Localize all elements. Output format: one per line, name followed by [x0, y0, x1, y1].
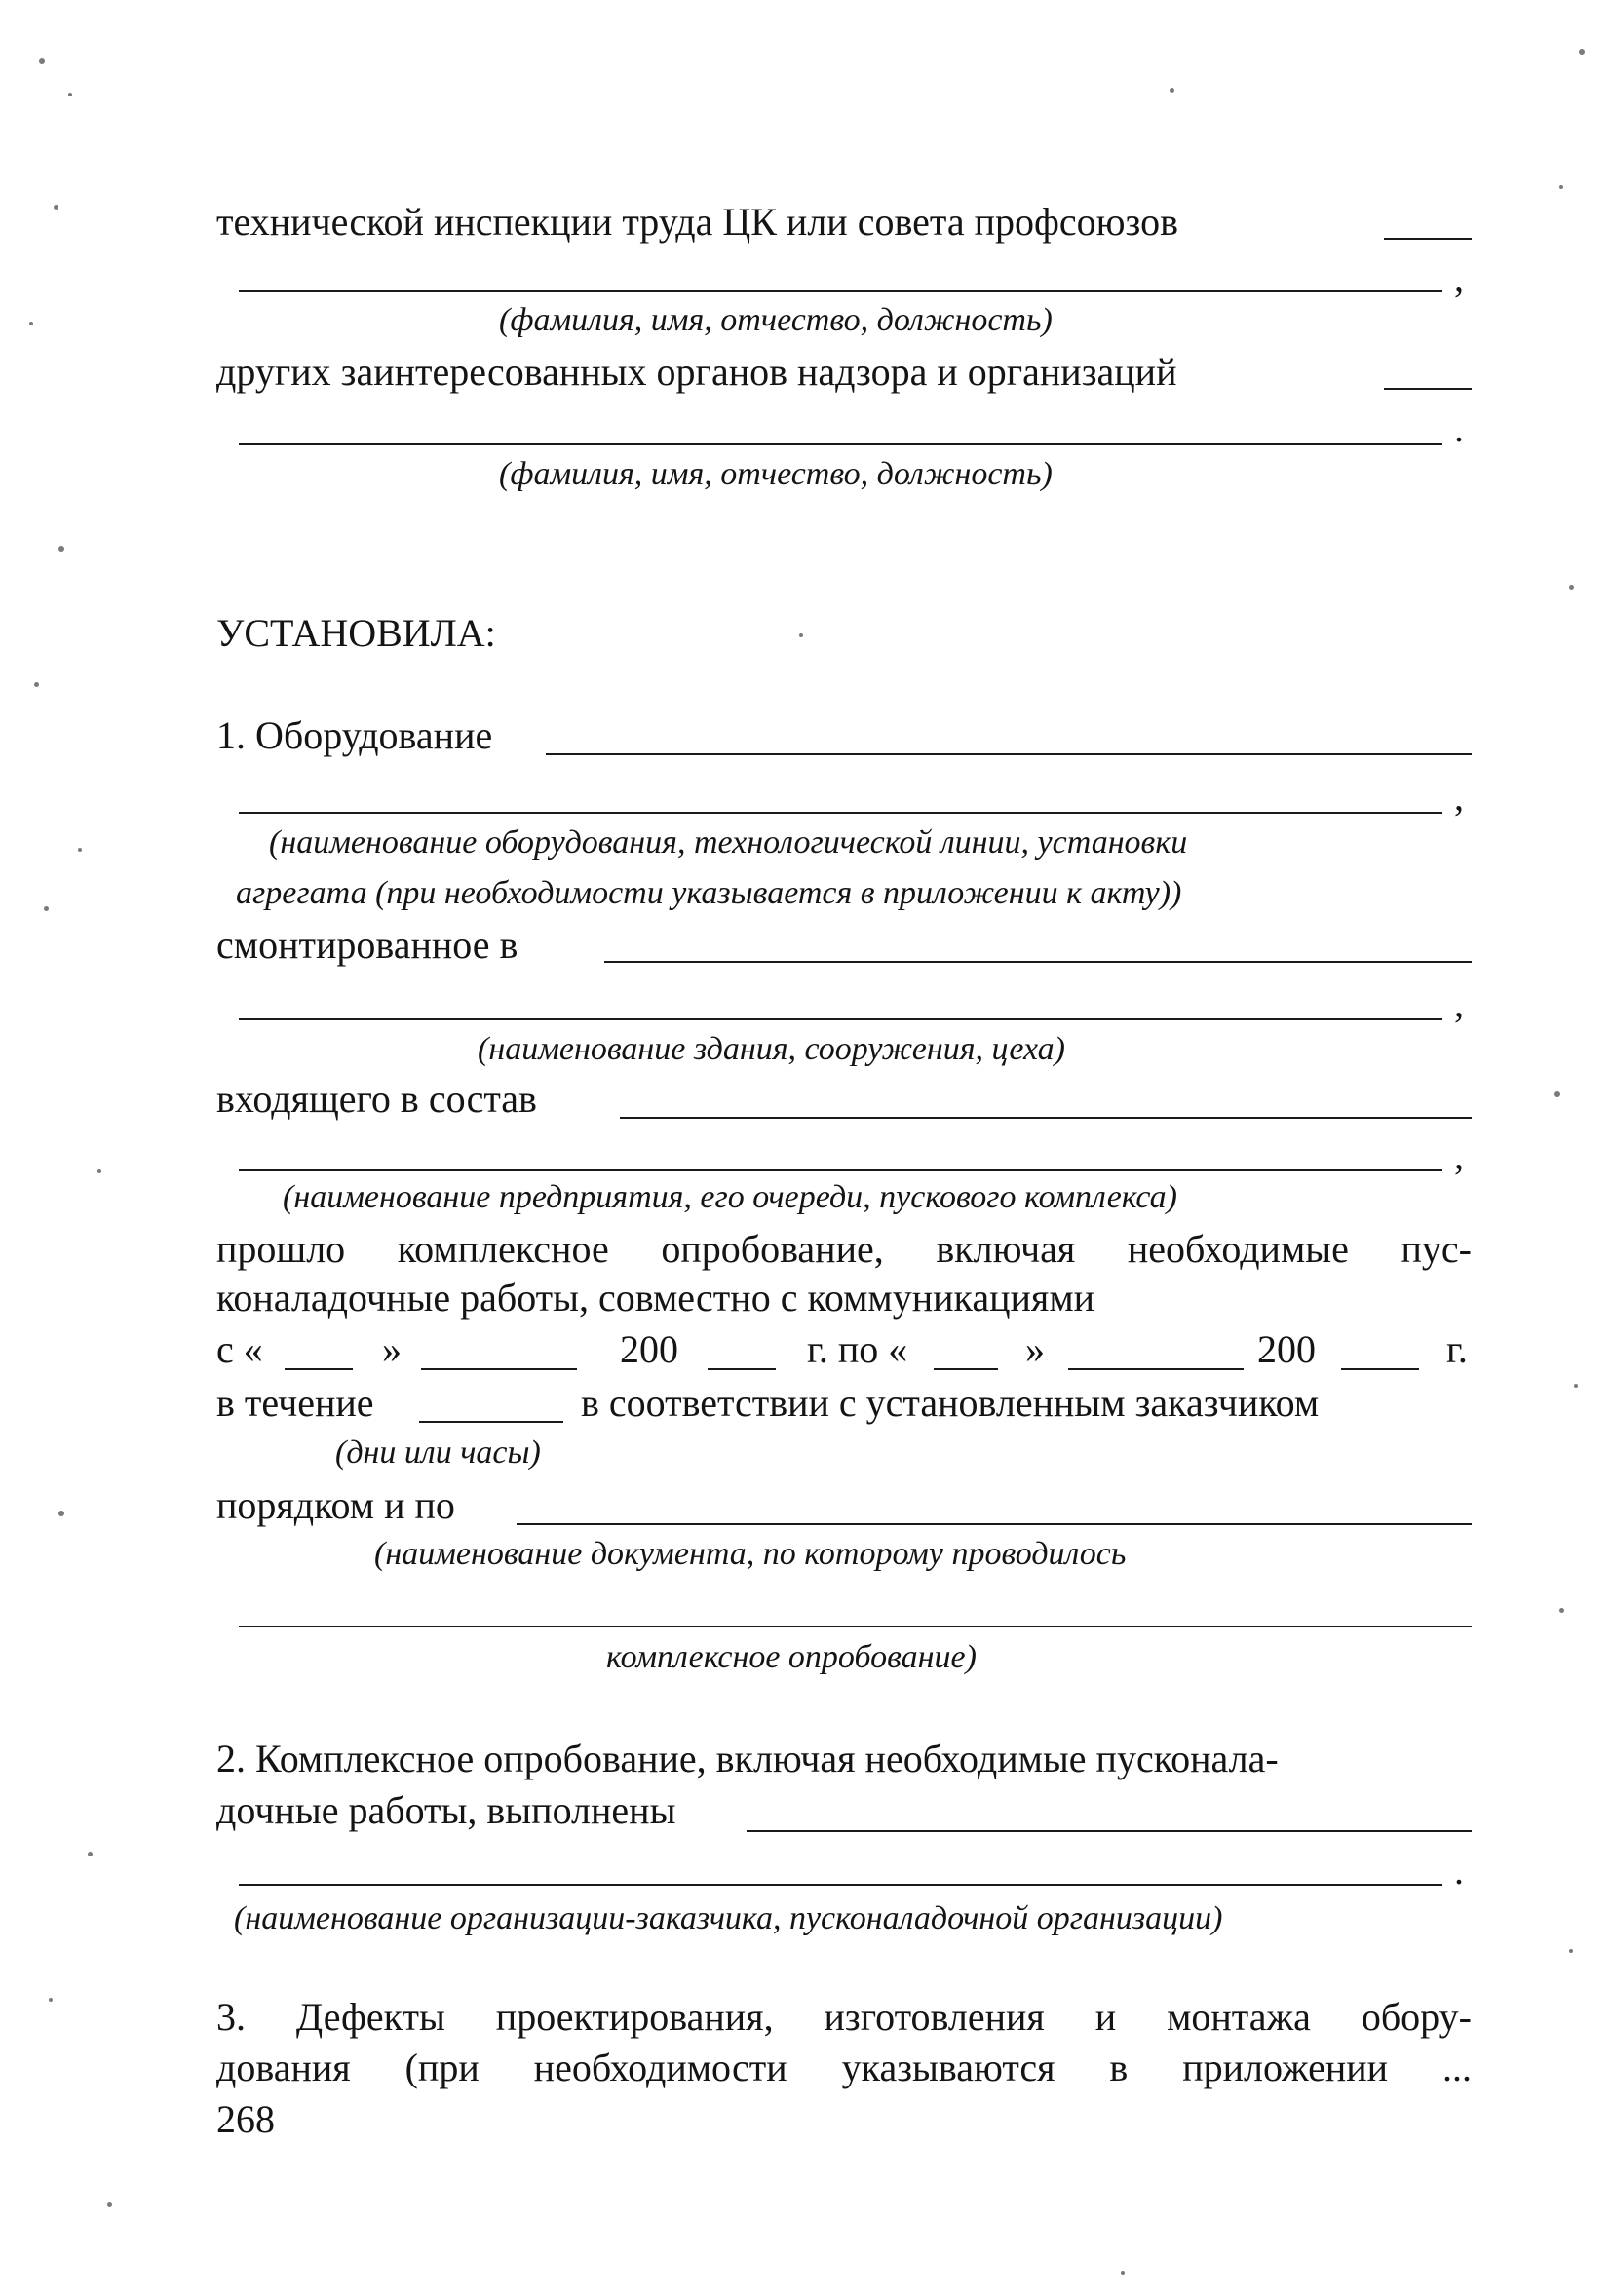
procedure-blank-2[interactable] [239, 1626, 1472, 1627]
word: Дефекты [295, 1995, 445, 2039]
date-from-year-blank[interactable] [708, 1368, 776, 1370]
comma-3: , [1454, 981, 1464, 1025]
date-from-year-prefix: 200 [620, 1327, 678, 1371]
part-of-blank-2[interactable] [239, 1169, 1442, 1171]
word: необходимости [533, 2046, 787, 2089]
word: проектирования, [495, 1995, 774, 2039]
procedure-by: порядком и по [216, 1483, 455, 1527]
caption-equipment-1: (наименование оборудования, технологической линии, установки [269, 824, 1188, 861]
date-to-month-blank[interactable] [1068, 1368, 1244, 1370]
item2-line2: дочные работы, выполнены [216, 1788, 676, 1832]
part-of: входящего в состав [216, 1077, 537, 1121]
period-2: . [1454, 1849, 1464, 1893]
item3-line2 [216, 2048, 1472, 2087]
word: прошло [216, 1227, 346, 1271]
word: изготовления [824, 1995, 1045, 2039]
caption-fio-2: (фамилия, имя, отчество, должность) [499, 456, 1053, 492]
word: в [1109, 2046, 1129, 2089]
other-organs-line: других заинтересованных органов надзора и организаций [216, 350, 1177, 394]
equipment-blank-1[interactable] [546, 753, 1472, 755]
word: ... [1442, 2046, 1472, 2089]
mounted-in: смонтированное в [216, 923, 518, 967]
date-from-prefix: с « [216, 1327, 263, 1371]
part-of-blank-1[interactable] [620, 1117, 1472, 1119]
date-to-year-blank[interactable] [1341, 1368, 1419, 1370]
caption-organization: (наименование организации-заказчика, пусконаладочной организации) [234, 1900, 1223, 1936]
according-to: в соответствии с установленным заказчиком [581, 1381, 1320, 1425]
other-organs-blank[interactable] [1384, 388, 1472, 390]
date-to-quote-close: » [1025, 1327, 1045, 1371]
word: и [1094, 1995, 1117, 2039]
word: включая [936, 1227, 1076, 1271]
caption-fio-1: (фамилия, имя, отчество, должность) [499, 302, 1053, 338]
word: монтажа [1167, 1995, 1311, 2039]
mounted-in-blank-2[interactable] [239, 1018, 1442, 1020]
date-to-year-prefix: 200 [1257, 1327, 1316, 1371]
caption-document-1: (наименование документа, по которому проводилось [374, 1536, 1127, 1572]
during: в течение [216, 1381, 374, 1425]
word: необходимые [1127, 1227, 1349, 1271]
tech-inspection-fio-blank[interactable] [239, 290, 1442, 292]
mounted-in-blank-1[interactable] [604, 961, 1472, 963]
item2-line1: 2. Комплексное опробование, включая необходимые пусконала- [216, 1737, 1279, 1780]
date-to-prefix: г. по « [807, 1327, 908, 1371]
tech-inspection-line: технической инспекции труда ЦК или совета профсоюзов [216, 200, 1178, 244]
word: обору- [1361, 1995, 1472, 2039]
word: 3. [216, 1995, 246, 2039]
item3-line1 [216, 1995, 1472, 2039]
comma-2: , [1454, 775, 1464, 819]
word: (при [404, 2046, 480, 2089]
caption-building: (наименование здания, сооружения, цеха) [478, 1031, 1065, 1067]
item2-blank-1[interactable] [747, 1830, 1472, 1832]
item1-equipment: 1. Оборудование [216, 713, 493, 757]
word: комплексное [397, 1227, 609, 1271]
caption-enterprise: (наименование предприятия, его очереди, пускового комплекса) [283, 1179, 1177, 1215]
other-organs-fio-blank[interactable] [239, 443, 1442, 445]
date-from-quote-close: » [382, 1327, 402, 1371]
equipment-blank-2[interactable] [239, 812, 1442, 814]
date-to-day-blank[interactable] [934, 1368, 998, 1370]
word: опробование, [661, 1227, 884, 1271]
date-from-month-blank[interactable] [421, 1368, 577, 1370]
during-blank[interactable] [419, 1421, 563, 1423]
comma-4: , [1454, 1133, 1464, 1177]
date-from-day-blank[interactable] [285, 1368, 353, 1370]
passed-testing-line [216, 1227, 1472, 1271]
caption-days-hours: (дни или часы) [335, 1435, 541, 1471]
date-year-suffix: г. [1446, 1327, 1468, 1371]
word: дования [216, 2046, 351, 2089]
page-number: 268 [216, 2097, 275, 2141]
period-1: . [1454, 406, 1464, 450]
established-heading: УСТАНОВИЛА: [216, 611, 496, 655]
word: указываются [841, 2046, 1055, 2089]
caption-equipment-2: агрегата (при необходимости указывается в приложении к акту)) [236, 875, 1182, 911]
item2-blank-2[interactable] [239, 1884, 1442, 1886]
tech-inspection-blank[interactable] [1384, 238, 1472, 240]
comma-1: , [1454, 256, 1464, 300]
caption-document-2: комплексное опробование) [606, 1639, 977, 1675]
commissioning-line: коналадочные работы, совместно с коммуникациями [216, 1276, 1095, 1320]
word: приложении [1182, 2046, 1389, 2089]
procedure-blank-1[interactable] [517, 1523, 1472, 1525]
word: пус- [1401, 1227, 1472, 1271]
